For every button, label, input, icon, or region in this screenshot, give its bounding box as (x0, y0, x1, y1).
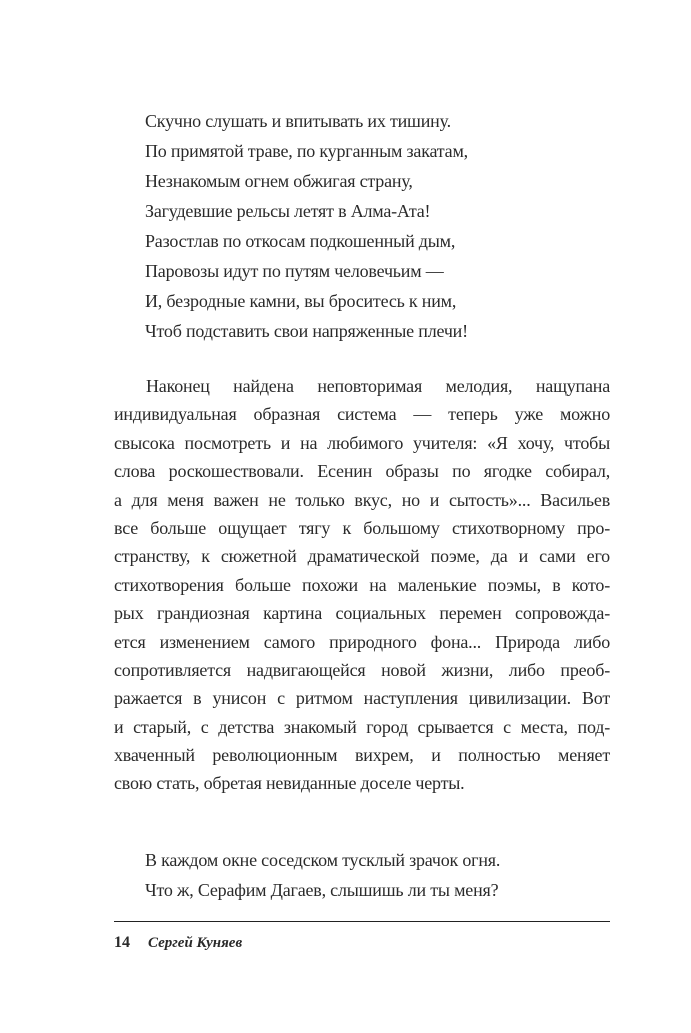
poem-line: Загудевшие рельсы летят в Алма-Ата! (145, 201, 431, 221)
prose-line: Наконец найдена неповторимая мелодия, нащупана (146, 376, 610, 396)
poem-line: Чтоб подставить свои напряженные плечи! (145, 321, 468, 341)
prose-paragraph (114, 372, 610, 798)
running-author: Сергей Куняев (148, 935, 243, 951)
poem-line: Скучно слушать и впитывать их тишину. (145, 111, 451, 131)
prose-line: а для меня важен не только вкус, но и сытость»... Васильев (114, 489, 610, 510)
prose-line: стихотворения больше похожи на маленькие поэмы, в кото- (114, 574, 610, 595)
prose-line: хваченный революционным вихрем, и полностью меняет (114, 745, 610, 766)
poem-line: Паровозы идут по путям человечьим — (145, 261, 444, 281)
poem-line: Разостлав по откосам подкошенный дым, (145, 231, 456, 251)
poem-line: Что ж, Серафим Дагаев, слышишь ли ты меня? (145, 880, 499, 900)
poem-line: И, безродные камни, вы броситесь к ним, (145, 291, 457, 311)
poem-line: По примятой траве, по курганным закатам, (145, 141, 468, 161)
prose-line: и старый, с детства знакомый город срывается с места, под- (114, 716, 610, 737)
poem-excerpt-bottom (145, 845, 500, 905)
prose-line: свысока посмотреть и на любимого учителя: «Я хочу, чтобы (114, 432, 610, 453)
prose-line: странству, к сюжетной драматической поэме, да и сами его (114, 546, 610, 567)
prose-line: ется изменением самого природного фона... Природа либо (114, 631, 610, 652)
prose-line: все больше ощущает тягу к большому стихотворному про- (114, 517, 610, 538)
prose-line: индивидуальная образная система — теперь уже можно (114, 404, 610, 425)
page-footer (114, 934, 242, 952)
poem-excerpt-top (145, 106, 468, 346)
prose-line: ражается в унисон с ритмом наступления цивилизации. Вот (114, 688, 610, 709)
prose-line: сопротивляется надвигающейся новой жизни, либо преоб- (114, 659, 610, 680)
prose-line: слова роскошествовали. Есенин образы по ягодке собирал, (114, 461, 610, 482)
poem-line: Незнакомым огнем обжигая страну, (145, 171, 413, 191)
page-number: 14 (114, 934, 130, 951)
footer-divider (114, 921, 610, 922)
prose-line: свою стать, обретая невиданные доселе черты. (114, 773, 465, 794)
poem-line: В каждом окне соседском тусклый зрачок огня. (145, 850, 501, 870)
prose-line: рых грандиозная картина социальных перемен сопровожда- (114, 603, 610, 624)
